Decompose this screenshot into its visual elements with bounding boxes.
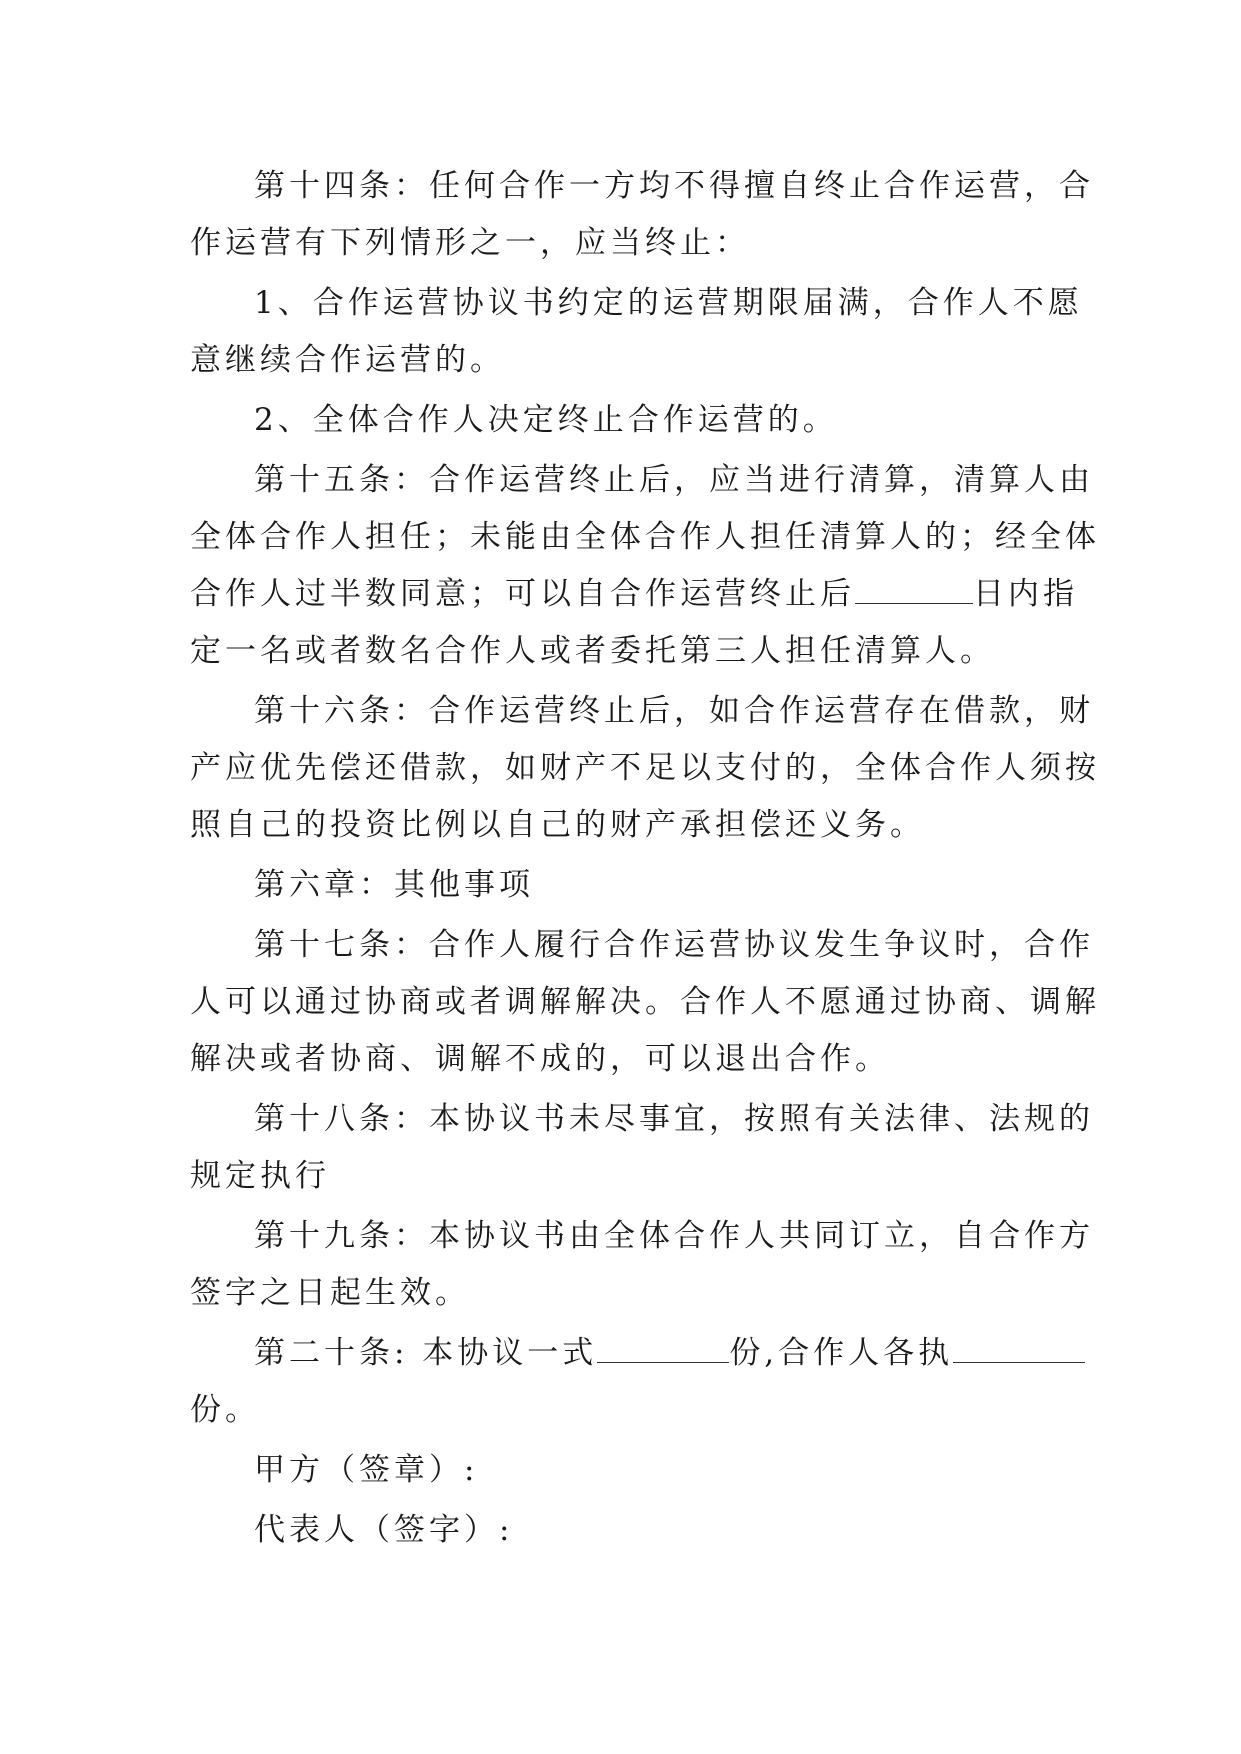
text-line: 第十四条：任何合作一方均不得擅自终止合作运营，合 (254, 168, 1094, 204)
text-line: 第十九条：本协议书由全体合作人共同订立，自合作方 (254, 1218, 1094, 1254)
signature-party-a (190, 1442, 1052, 1499)
article-19 (190, 1208, 1094, 1322)
text-segment: 份,合作人各执 (729, 1335, 954, 1371)
article-14 (190, 158, 1094, 272)
fill-in-blank-copies (597, 1332, 729, 1363)
signature-representative (190, 1502, 1052, 1559)
text-line: 第十七条：合作人履行合作运营协议发生争议时，合作 (254, 927, 1094, 963)
fill-in-blank-copies-each (953, 1332, 1085, 1363)
text-line: 甲方（签章）: (254, 1452, 479, 1488)
text-line: 产应优先偿还借款，如财产不足以支付的，全体合作人须按 (190, 750, 1100, 786)
text-line-with-blank (190, 566, 1078, 623)
text-line: 照自己的投资比例以自己的财产承担偿还义务。 (190, 807, 925, 843)
text-line: 代表人（签字）: (254, 1512, 514, 1548)
article-18 (190, 1091, 1094, 1205)
text-line: 第六章：其他事项 (254, 867, 534, 903)
text-line: 意继续合作运营的。 (190, 342, 505, 378)
text-line: 规定执行 (190, 1158, 330, 1194)
text-line: 第十六条：合作运营终止后，如合作运营存在借款，财 (254, 693, 1094, 729)
text-segment: 合作人过半数同意；可以自合作运营终止后 (190, 576, 855, 612)
text-line: 份。 (190, 1392, 260, 1428)
text-line: 1、合作运营协议书约定的运营期限届满，合作人不愿 (254, 285, 1083, 321)
text-line-with-blanks (190, 1325, 1052, 1382)
text-line: 人可以通过协商或者调解解决。合作人不愿通过协商、调解 (190, 984, 1100, 1020)
text-line: 解决或者协商、调解不成的，可以退出合作。 (190, 1041, 890, 1077)
text-line: 第十八条：本协议书未尽事宜，按照有关法律、法规的 (254, 1101, 1094, 1137)
fill-in-blank-days (855, 573, 973, 604)
article-16 (190, 683, 1100, 854)
article-20 (190, 1325, 1052, 1439)
chapter-6-heading (190, 857, 1052, 914)
text-line: 定一名或者数名合作人或者委托第三人担任清算人。 (190, 633, 995, 669)
text-segment: 第二十条: 本协议一式 (254, 1335, 598, 1371)
document-body (190, 158, 1100, 1562)
text-line: 2、全体合作人决定终止合作运营的。 (254, 402, 838, 438)
article-15 (190, 452, 1100, 680)
text-line: 作运营有下列情形之一，应当终止： (190, 225, 750, 261)
text-line: 第十五条：合作运营终止后，应当进行清算，清算人由 (254, 462, 1094, 498)
clause-item-2 (190, 392, 1052, 449)
text-line: 全体合作人担任；未能由全体合作人担任清算人的；经全体 (190, 519, 1100, 555)
text-segment: 日内指 (973, 576, 1078, 612)
clause-item-1 (190, 275, 1083, 389)
article-17 (190, 917, 1100, 1088)
text-line: 签字之日起生效。 (190, 1275, 470, 1311)
